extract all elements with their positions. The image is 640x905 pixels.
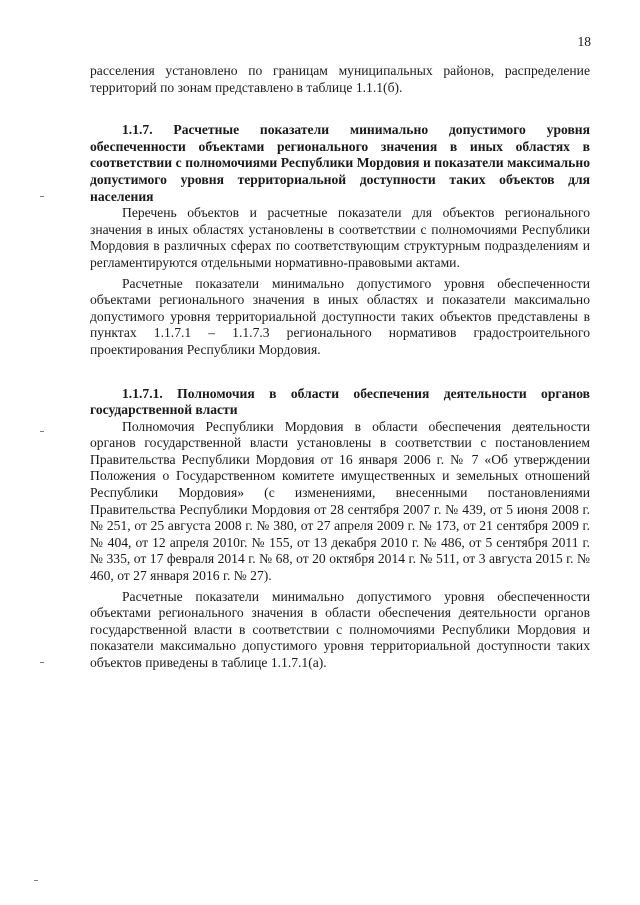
scan-mark — [40, 196, 44, 197]
intro-paragraph: расселения установлено по границам муниципальных районов, распределение территорий по зонам представлено в таблице 1.1.1(б). — [90, 63, 590, 95]
section-heading-1-1-7: 1.1.7. Расчетные показатели минимально допустимого уровня обеспеченности объектами регионального значения в иных областях в соответствии с полномочиями Республики Мордовия и показатели максимально допустимого уровня территориальной доступности таких объектов для населения — [90, 122, 590, 204]
scan-mark — [34, 880, 38, 881]
section-1-paragraph-1: Перечень объектов и расчетные показатели для объектов регионального значения в иных областях установлены в соответствии с полномочиями Республики Мордовия в различных сферах по соответствующим структурным подразделениям и регламентируются отдельными нормативно-правовыми актами. — [90, 205, 590, 270]
section-heading-1-1-7-1: 1.1.7.1. Полномочия в области обеспечения деятельности органов государственной власти — [90, 385, 590, 418]
section-1-paragraph-2: Расчетные показатели минимально допустимого уровня обеспеченности объектами регионального значения в иных областях и показатели максимально допустимого уровня территориальной доступности таких объектов представлены в пунктах 1.1.7.1 – 1.1.7.3 регионального нормативов градостроительного проектирования Республики Мордовия. — [90, 275, 590, 357]
page-number: 18 — [577, 34, 591, 49]
scan-mark — [40, 662, 44, 663]
section-2-paragraph-2: Расчетные показатели минимально допустимого уровня обеспеченности объектами регионального значения в области обеспечения деятельности органов государственной власти в соответствии с полномочиями Республики Мордовия и показатели максимально допустимого уровня территориальной доступности таких объектов приведены в таблице 1.1.7.1(а). — [90, 588, 590, 670]
document-body — [90, 63, 590, 672]
scan-mark — [40, 431, 44, 432]
section-2-paragraph-1: Полномочия Республики Мордовия в области обеспечения деятельности органов государственной власти установлены в соответствии с постановлением Правительства Республики Мордовия от 16 января 2006 г. № 7 «Об утверждении Положения о Государственном комитете имущественных и земельных отношений Республики Мордовия» (с изменениями, внесенными постановлениями Правительства Республики Мордовия от 28 сентября 2007 г. № 439, от 5 июня 2008 г. № 251, от 25 августа 2008 г. № 380, от 27 апреля 2009 г. № 173, от 21 сентября 2009 г. № 404, от 12 апреля 2010г. № 155, от 13 декабря 2010 г. № 486, от 5 сентября 2011 г. № 335, от 17 февраля 2014 г. № 68, от 20 октября 2014 г. № 511, от 3 августа 2015 г. № 460, от 27 января 2016 г. № 27). — [90, 418, 590, 584]
